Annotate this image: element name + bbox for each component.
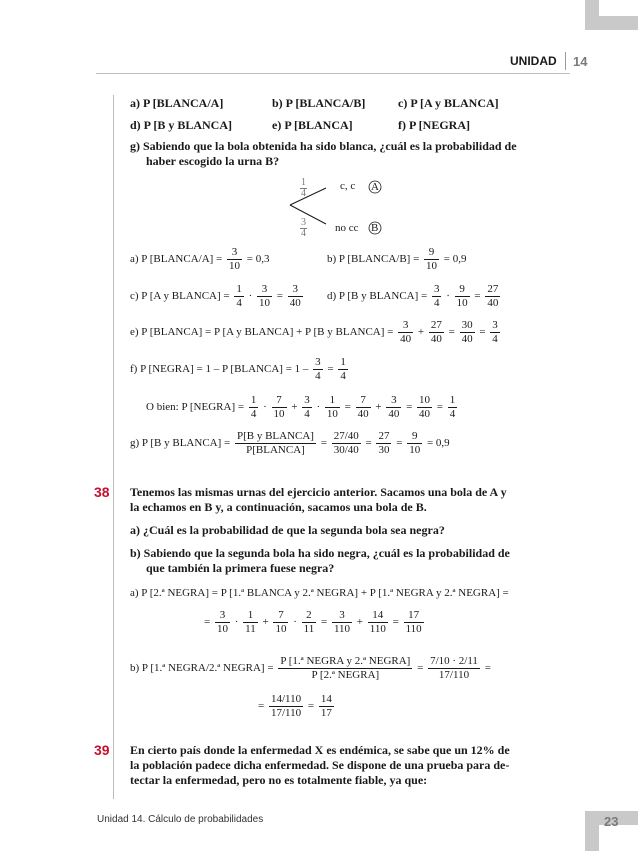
option-d: d) P [B y BLANCA] <box>130 118 233 132</box>
unidad-label: UNIDAD <box>510 54 557 68</box>
option-b: b) P [BLANCA/B] <box>272 96 366 110</box>
solution-a: a) P [BLANCA/A] = $\frac{3}{10}$ = 0,3 <box>130 246 270 272</box>
tree-node-a: A <box>371 181 379 193</box>
header-rule <box>96 73 570 74</box>
exercise-39-line2: la población padece dicha enfermedad. Se dispone de una prueba para de- <box>130 758 510 772</box>
option-g-line1: g) Sabiendo que la bola obtenida ha sido blanca, ¿cuál es la probabilidad de <box>130 139 517 153</box>
solution-b: b) P [BLANCA/B] = $\frac{9}{10}$ = 0,9 <box>327 246 467 272</box>
exercise-39-line1: En cierto país donde la enfermedad X es endémica, se sabe que un 12% de <box>130 743 510 757</box>
corner-top-decoration-bar <box>585 16 638 30</box>
option-c: c) P [A y BLANCA] <box>398 96 499 110</box>
solution-38-a-calc: = $\frac{3}{10}$ · $\frac{1}{11}$ + $\frac{7}{10}$ · $\frac{2}{11}$ = $\frac{3}{110}$ + $\frac{14}{110}$ = $\frac{17}{110}$ <box>204 609 422 635</box>
tree-bottom-fraction: 3 4 <box>301 217 306 239</box>
solution-f-alternative: O bien: P [NEGRA] = $\frac{1}{4}$ · $\frac{7}{10}$ + $\frac{3}{4}$ · $\frac{1}{10}$ = $\frac{7}{40}$ + $\frac{3}{40}$ = $\frac{10}{40}$ = $\frac{1}{4}$ <box>146 394 456 420</box>
exercise-38-b-line2: que también la primera fuese negra? <box>146 561 335 575</box>
unidad-separator <box>565 52 566 70</box>
exercise-38-line1: Tenemos las mismas urnas del ejercicio anterior. Sacamos una bola de A y <box>130 485 507 499</box>
solution-c: c) P [A y BLANCA] = $\frac{1}{4}$ · $\frac{3}{10}$ = $\frac{3}{40}$ <box>130 283 301 309</box>
exercise-38-number: 38 <box>94 484 110 500</box>
option-a: a) P [BLANCA/A] <box>130 96 224 110</box>
tree-bottom-label: no cc <box>335 222 359 234</box>
solution-e: e) P [BLANCA] = P [A y BLANCA] + P [B y BLANCA] = $\frac{3}{40}$ + $\frac{27}{40}$ = $\frac{30}{40}$ = $\frac{3}{4}$ <box>130 319 498 345</box>
left-margin-rule <box>113 95 114 799</box>
solution-f: f) P [NEGRA] = 1 – P [BLANCA] = 1 – $\frac{3}{4}$ = $\frac{1}{4}$ <box>130 356 346 382</box>
exercise-39-line3: tectar la enfermedad, pero no es totalmente fiable, ya que: <box>130 773 428 787</box>
option-e: e) P [BLANCA] <box>272 118 353 132</box>
option-g-line2: haber escogido la urna B? <box>146 154 280 168</box>
footer-title: Unidad 14. Cálculo de probabilidades <box>97 814 264 825</box>
unidad-number: 14 <box>573 54 588 69</box>
solution-38-a-label: a) P [2.ª NEGRA] = P [1.ª BLANCA y 2.ª NEGRA] + P [1.ª NEGRA y 2.ª NEGRA] = <box>130 587 509 599</box>
tree-node-b: B <box>371 222 379 234</box>
exercise-38-line2: la echamos en B y, a continuación, sacamos una bola de B. <box>130 500 427 514</box>
tree-top-fraction: 1 4 <box>301 177 306 199</box>
option-f: f) P [NEGRA] <box>398 118 470 132</box>
page-number: 23 <box>604 814 619 829</box>
solution-d: d) P [B y BLANCA] = $\frac{3}{4}$ · $\frac{9}{10}$ = $\frac{27}{40}$ <box>327 283 499 309</box>
exercise-38-a: a) ¿Cuál es la probabilidad de que la segunda bola sea negra? <box>130 523 445 537</box>
exercise-38-b-line1: b) Sabiendo que la segunda bola ha sido negra, ¿cuál es la probabilidad de <box>130 546 510 560</box>
solution-g: g) P [B y BLANCA] = $\frac{\text{P[B y BLANCA]}}{\text{P[BLANCA]}}$ = $\frac{27/40}{30/40}$ = $\frac{27}{30}$ = $\frac{9}{10}$ = 0,9 <box>130 430 450 456</box>
tree-top-label: c, c <box>340 180 356 192</box>
exercise-39-number: 39 <box>94 742 110 758</box>
solution-38-b-calc: = $\frac{14/110}{17/110}$ = $\frac{14}{17}$ <box>258 693 332 719</box>
solution-38-b: b) P [1.ª NEGRA/2.ª NEGRA] = $\frac{\text{P [1.ª NEGRA y 2.ª NEGRA]}}{\text{P [2.ª NEGRA]}}$ = $\frac{7/10 \cdot 2/11}{17/110}$ = <box>130 655 491 681</box>
